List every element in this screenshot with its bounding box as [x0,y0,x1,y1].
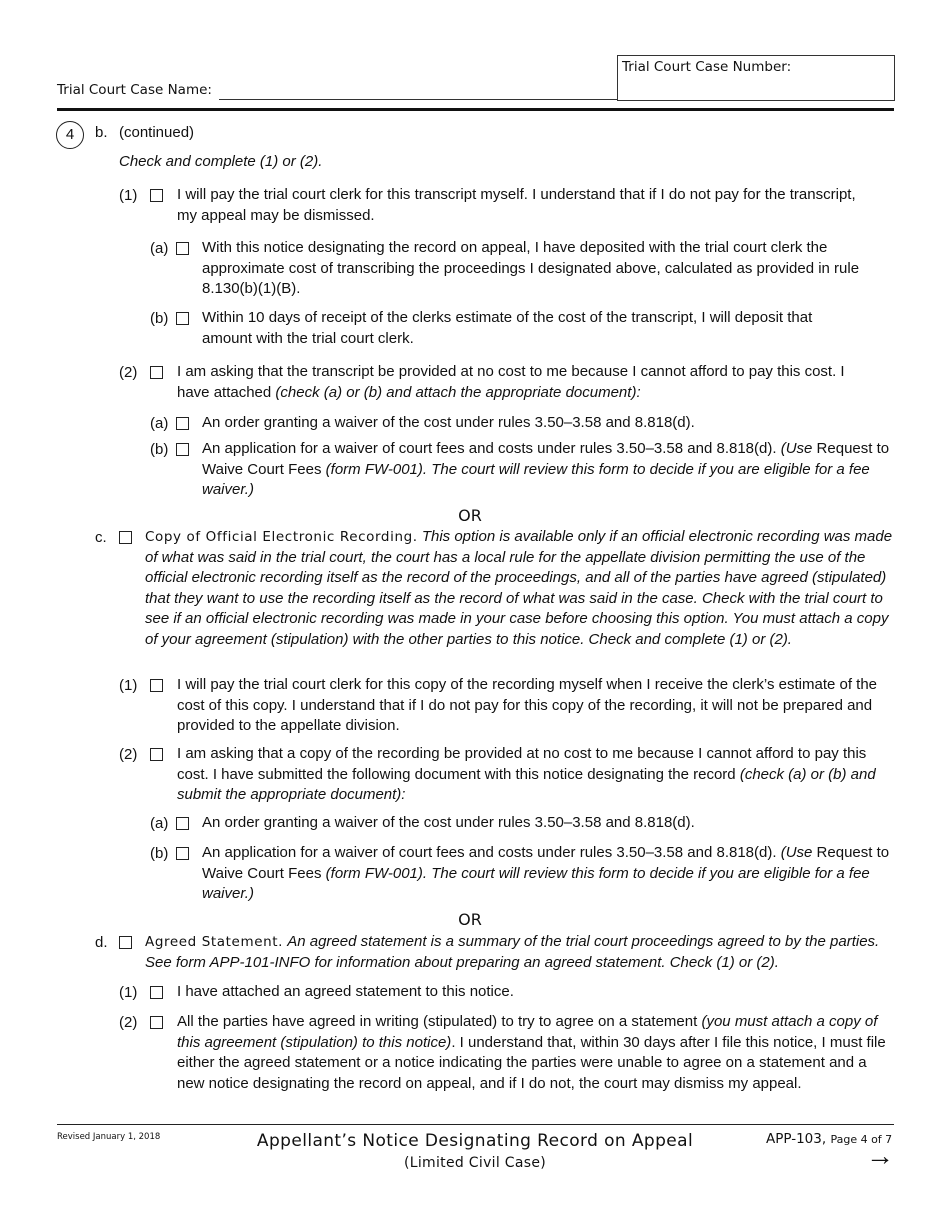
d-description: An agreed statement is a summary of the trial court proceedings agreed to by the parties. See form APP-101-INFO for information about preparing an agreed statement. Check (1) or (2). [145,933,880,971]
b2b-text-italic: (form FW-001). The court will review this form to decide if you are eligible for a fee waiver.) [202,460,870,498]
d-text [145,932,885,973]
or-divider-1: OR [458,506,482,525]
c2-text [177,744,893,806]
b2b-text-main: An application for a waiver of court fees and costs under rules 3.50–3.58 and 8.818(d). [202,440,777,457]
b2-num: (2) [119,364,138,381]
c2a-text: An order granting a waiver of the cost under rules 3.50–3.58 and 8.818(d). [202,814,695,831]
b2b-text [202,439,896,501]
c2b-text-request: Request to Waive Court Fees [202,844,890,882]
c1-num: (1) [119,677,138,694]
c2-text-italic: (check (a) or (b) and submit the appropriate document): [177,765,876,803]
b-label: b. [95,124,108,141]
d-checkbox[interactable] [119,936,132,949]
item-number-circle [56,121,84,149]
case-name-label: Trial Court Case Name: [57,82,212,98]
c-label: c. [95,529,107,546]
item-number: 4 [65,126,75,143]
d1-num: (1) [119,984,138,1001]
c2-num: (2) [119,746,138,763]
next-page-arrow-icon[interactable]: → [866,1140,894,1171]
b1a-checkbox[interactable] [176,242,189,255]
b2b-label: (b) [150,441,169,458]
c2b-checkbox[interactable] [176,847,189,860]
or-divider-2: OR [458,910,482,929]
c2-checkbox[interactable] [150,748,163,761]
b-instruction: Check and complete (1) or (2). [119,153,323,170]
d2-checkbox[interactable] [150,1016,163,1029]
c1-text: I will pay the trial court clerk for this copy of the recording myself when I receive the clerk’s estimate of the cost of this copy. I understand that if I do not pay for this copy of the recording, it will not be prepared and provided to the appellate division. [177,676,878,734]
b2-text-italic: (check (a) or (b) and attach the appropriate document): [275,383,641,401]
b1a-label: (a) [150,240,169,257]
d2-text [177,1012,889,1094]
c2b-text [202,843,894,905]
c-text [145,527,893,650]
header-rule [57,108,894,111]
form-title: Appellant’s Notice Designating Record on Appeal [256,1131,694,1151]
d2-text-italic: (you must attach a copy of this agreement (stipulation) to this notice) [177,1013,878,1051]
c2a-label: (a) [150,815,169,832]
page-number: Page 4 of 7 [830,1133,893,1146]
case-name-field[interactable] [219,99,617,100]
revised-date: Revised January 1, 2018 [57,1132,161,1142]
b1b-checkbox[interactable] [176,312,189,325]
d1-checkbox[interactable] [150,986,163,999]
c-checkbox[interactable] [119,531,132,544]
b1b-text: Within 10 days of receipt of the clerks estimate of the cost of the transcript, I will deposit that amount with the trial court clerk. [202,309,813,347]
c2-text-main: I am asking that a copy of the recording be provided at no cost to me because I cannot afford to pay this cost. I have submitted the following document with this notice designating the record [177,745,867,783]
c1-checkbox[interactable] [150,679,163,692]
d2-text-a: All the parties have agreed in writing (stipulated) to try to agree on a statement [177,1013,698,1030]
c2b-text-use: (Use [780,844,813,861]
b2-text [177,362,877,403]
b2-text-main: I am asking that the transcript be provided at no cost to me because I cannot afford to pay this cost. I have attached [177,363,845,401]
b2a-label: (a) [150,415,169,432]
c-description: This option is available only if an official electronic recording was made of what was said in the trial court, the court has a local rule for the appellate division permitting the use of the official electronic recording itself as the record of the proceedings, and all of the parties have agreed (stipulated) that they want to use the recording itself as the record of what was said in the case. Check with the trial court to see if an official electronic recording was made in your case before choosing this option. You must attach a copy of your agreement (stipulation) with the other parties to this notice. Check and complete (1) or (2). [145,528,893,648]
d-label: d. [95,934,108,951]
b1b-label: (b) [150,310,169,327]
b2-checkbox[interactable] [150,366,163,379]
c2a-checkbox[interactable] [176,817,189,830]
b-continued: (continued) [119,124,195,141]
b2a-checkbox[interactable] [176,417,189,430]
d-title: Agreed Statement. [145,934,284,950]
form-id: APP-103, [766,1131,827,1147]
c2b-label: (b) [150,845,169,862]
b1-text: I will pay the trial court clerk for this transcript myself. I understand that if I do not pay for the transcript, my appeal may be dismissed. [177,186,856,224]
d1-text: I have attached an agreed statement to this notice. [177,983,514,1000]
b1-checkbox[interactable] [150,189,163,202]
c2b-text-main: An application for a waiver of court fees and costs under rules 3.50–3.58 and 8.818(d). [202,844,777,861]
d2-num: (2) [119,1014,138,1031]
form-subtitle: (Limited Civil Case) [403,1155,547,1171]
footer-rule [57,1124,894,1125]
c2b-text-italic: (form FW-001). The court will review this form to decide if you are eligible for a fee waiver.) [202,864,870,902]
b1a-text: With this notice designating the record on appeal, I have deposited with the trial court clerk the approximate cost of transcribing the proceedings I designated above, calculated as provided in rule 8.130(b)(1)(B). [202,239,860,297]
b2a-text: An order granting a waiver of the cost under rules 3.50–3.58 and 8.818(d). [202,414,695,431]
c-title: Copy of Official Electronic Recording. [145,529,418,545]
b2b-text-use: (Use [780,440,813,457]
d2-text-b: . I understand that, within 30 days after I file this notice, I must file either the agreed statement or a notice indicating the parties were unable to agree on a statement and a new notice designating the record on appeal, and if I do not, the court may dismiss my appeal. [177,1033,886,1092]
case-number-box[interactable] [617,55,895,101]
b2b-text-request: Request to Waive Court Fees [202,440,890,478]
b2b-checkbox[interactable] [176,443,189,456]
b1-num: (1) [119,187,138,204]
case-number-label: Trial Court Case Number: [622,59,792,75]
